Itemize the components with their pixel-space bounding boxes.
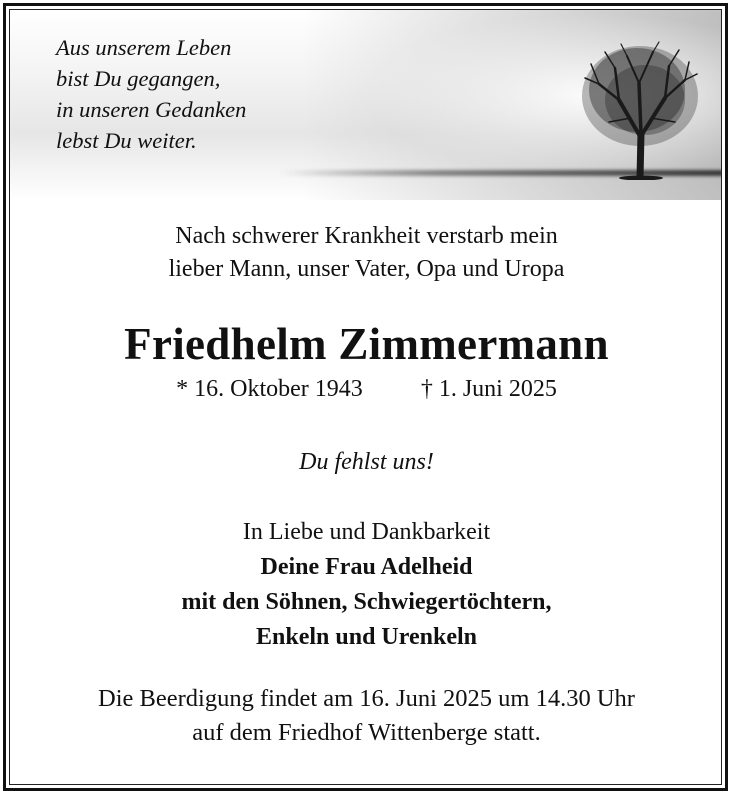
poem-line: lebst Du weiter. [56, 128, 197, 153]
intro-line: lieber Mann, unser Vater, Opa und Uropa [168, 256, 565, 282]
intro-line: Nach schwerer Krankheit verstarb mein [175, 223, 558, 249]
poem-verse [56, 32, 246, 156]
mourner-line: Deine Frau Adelheid [260, 554, 473, 580]
intro-text [10, 220, 722, 286]
death-date: † 1. Juni 2025 [420, 376, 557, 402]
gratitude-line: In Liebe und Dankbarkeit [242, 519, 491, 545]
birth-date: * 16. Oktober 1943 [176, 376, 363, 402]
burial-line: Die Beerdigung findet am 16. Juni 2025 um 14.30 Uhr [98, 685, 635, 712]
mourners-block [10, 515, 722, 655]
mourner-line: mit den Söhnen, Schwiegertöchtern, [181, 589, 552, 615]
poem-line: bist Du gegangen, [56, 66, 221, 91]
header-banner [10, 10, 721, 200]
deceased-name: Friedhelm Zimmermann [124, 319, 609, 369]
motto: Du fehlst uns! [299, 449, 434, 475]
burial-notice [10, 682, 722, 750]
obituary-card [9, 9, 722, 785]
life-dates [10, 374, 722, 404]
burial-line: auf dem Friedhof Wittenberge statt. [192, 719, 541, 746]
mourner-line: Enkeln und Urenkeln [256, 624, 477, 650]
tree-icon [575, 38, 705, 180]
poem-line: Aus unserem Leben [56, 35, 232, 60]
poem-line: in unseren Gedanken [56, 97, 247, 122]
